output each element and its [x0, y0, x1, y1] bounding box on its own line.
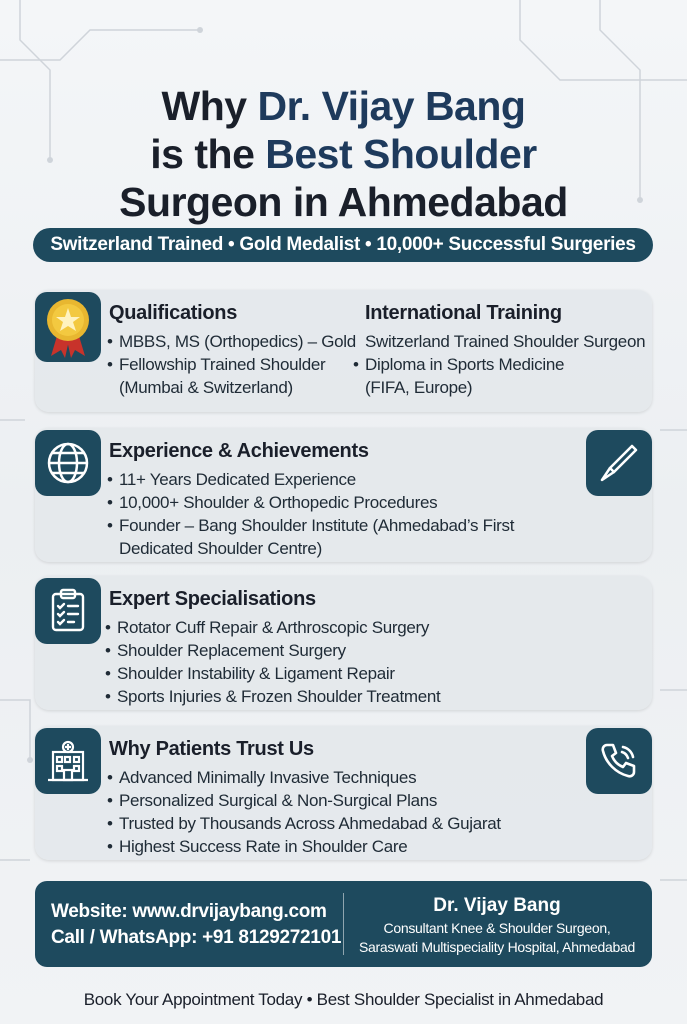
international-line: Switzerland Trained Shoulder Surgeon	[365, 332, 646, 351]
trust-title: Why Patients Trust Us	[109, 738, 314, 760]
experience-list	[107, 468, 514, 560]
hospital-icon	[35, 728, 101, 794]
trust-list	[107, 766, 501, 858]
list-item: • Advanced Minimally Invasive Techniques	[107, 766, 501, 789]
doctor-role: Consultant Knee & Shoulder Surgeon,	[383, 920, 611, 936]
list-item-continuation: Dedicated Shoulder Centre)	[119, 539, 322, 558]
list-item: • Personalized Surgical & Non-Surgical Plans	[107, 789, 501, 812]
list-item: • Founder – Bang Shoulder Institute (Ahmedabad’s First	[107, 514, 514, 537]
qualifications-title: Qualifications	[109, 302, 238, 324]
list-item-continuation: (FIFA, Europe)	[365, 378, 473, 397]
list-item-continuation: (Mumbai & Switzerland)	[119, 378, 293, 397]
qualifications-list	[107, 330, 356, 399]
trust-card	[35, 726, 652, 860]
list-item: • Shoulder Instability & Ligament Repair	[105, 662, 440, 685]
contact-info	[51, 899, 341, 951]
doctor-name: Dr. Vijay Bang	[433, 895, 561, 916]
best-shoulder-highlight: Best Shoulder	[265, 131, 537, 177]
qualifications-card	[35, 290, 652, 412]
list-item: • Diploma in Sports Medicine	[353, 353, 564, 376]
specialisations-card	[35, 576, 652, 710]
doctor-hospital: Saraswati Multispeciality Hospital, Ahmedabad	[359, 939, 635, 955]
specialisations-list	[105, 616, 440, 708]
phone-icon	[586, 728, 652, 794]
list-item: • MBBS, MS (Orthopedics) – Gold	[107, 330, 356, 353]
credentials-banner: Switzerland Trained • Gold Medalist • 10,000+ Successful Surgeries	[33, 228, 653, 262]
list-item: • Shoulder Replacement Surgery	[105, 639, 440, 662]
list-item: • Highest Success Rate in Shoulder Care	[107, 835, 501, 858]
phone-link[interactable]: Call / WhatsApp: +91 8129272101	[51, 927, 342, 948]
list-item: • Sports Injuries & Frozen Shoulder Treatment	[105, 685, 440, 708]
clipboard-icon	[35, 578, 101, 644]
globe-icon	[35, 430, 101, 496]
medal-icon	[35, 292, 101, 362]
page-title: Why Dr. Vijay Bang is the Best Shoulder Surgeon in Ahmedabad	[119, 83, 568, 225]
specialisations-title: Expert Specialisations	[109, 588, 316, 610]
contact-footer	[35, 881, 652, 967]
list-item: • 11+ Years Dedicated Experience	[107, 468, 514, 491]
list-item: • Rotator Cuff Repair & Arthroscopic Surgery	[105, 616, 440, 639]
experience-title: Experience & Achievements	[109, 440, 369, 462]
doctor-info	[347, 893, 647, 957]
website-link[interactable]: Website: www.drvijaybang.com	[51, 901, 327, 922]
experience-card	[35, 428, 652, 562]
bottom-tagline: Book Your Appointment Today • Best Shoulder Specialist in Ahmedabad	[83, 990, 604, 1009]
list-item: • Fellowship Trained Shoulder	[107, 353, 356, 376]
doctor-name-highlight: Dr. Vijay Bang	[257, 83, 526, 129]
footer-divider	[343, 893, 344, 955]
international-title: International Training	[365, 302, 562, 324]
list-item: • Trusted by Thousands Across Ahmedabad & Gujarat	[107, 812, 501, 835]
scalpel-icon	[586, 430, 652, 496]
international-list	[353, 353, 564, 399]
list-item: • 10,000+ Shoulder & Orthopedic Procedures	[107, 491, 514, 514]
